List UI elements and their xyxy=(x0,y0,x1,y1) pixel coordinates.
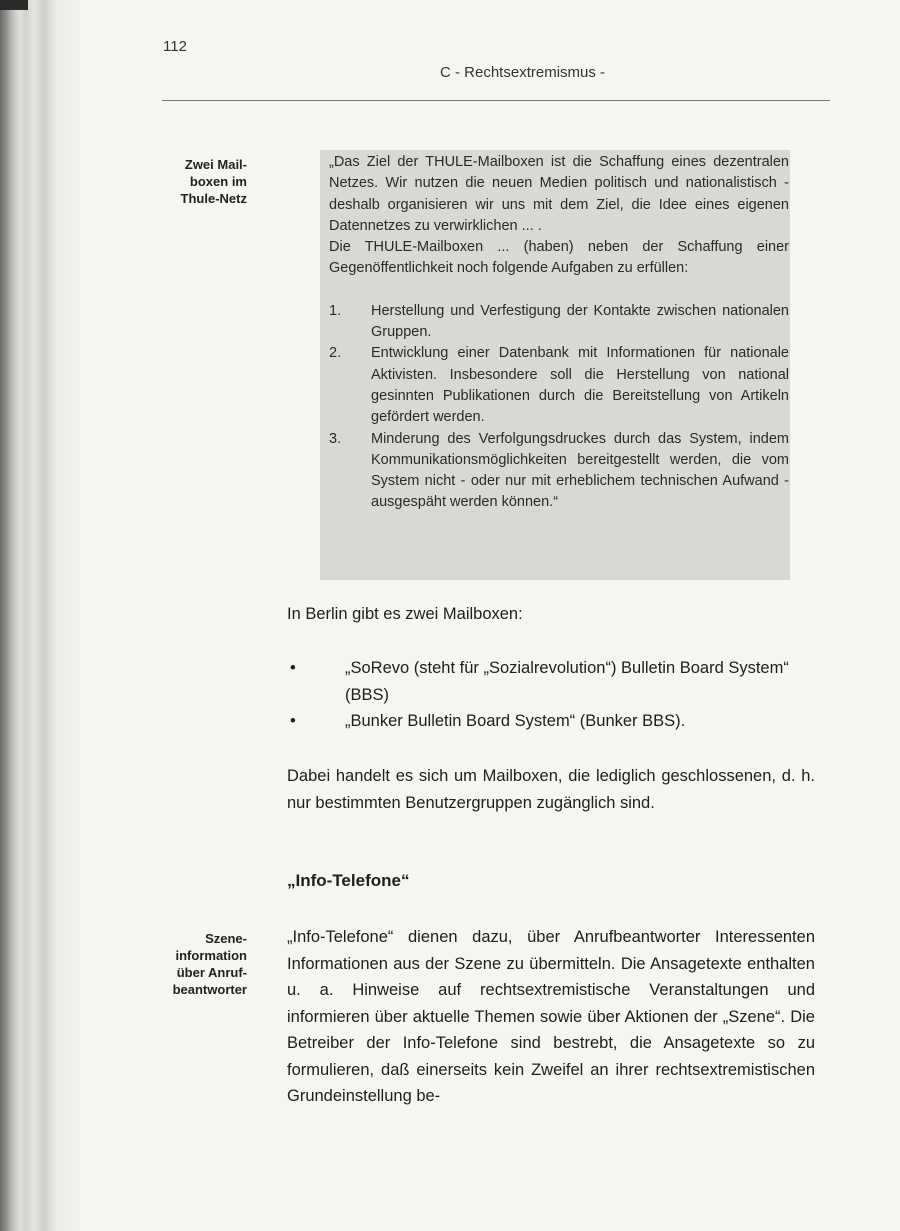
body-paragraph-mailboxes: Dabei handelt es sich um Mailboxen, die lediglich geschlossenen, d. h. nur bestimmten Benutzergruppen zugänglich sind. xyxy=(287,767,815,812)
list-item xyxy=(290,708,815,735)
book-spine-shadow xyxy=(0,0,80,1231)
margin-note-text: Szene- information über Anruf- beantworter xyxy=(172,931,247,997)
body-paragraph-intro: In Berlin gibt es zwei Mailboxen: xyxy=(287,605,523,623)
margin-note-info-telefone xyxy=(152,930,247,998)
list-number: 2. xyxy=(329,345,342,362)
list-text: Minderung des Verfolgungsdruckes durch das System, indem Kommunikationsmöglichkeiten bereitgestellt werden, die vom System nicht - oder nur mit erheblichem technischen Aufwand - ausgespäht werden können.“ xyxy=(371,430,789,511)
margin-note-text: Zwei Mail- boxen im Thule-Netz xyxy=(180,157,247,206)
thule-quote xyxy=(329,152,789,514)
list-item xyxy=(290,655,815,708)
list-number: 1. xyxy=(329,302,342,319)
quote-list-item xyxy=(329,429,789,514)
list-item-text: „Bunker Bulletin Board System“ (Bunker BBS). xyxy=(345,712,686,730)
quote-list-item xyxy=(329,343,789,428)
quote-list-item xyxy=(329,301,789,344)
mailbox-list xyxy=(290,655,815,735)
bullet-icon: • xyxy=(290,712,296,730)
list-text: Herstellung und Verfestigung der Kontakte zwischen nationalen Gruppen. xyxy=(371,302,789,341)
margin-note-thule xyxy=(152,156,247,207)
running-title: C - Rechtsextremismus - xyxy=(440,64,606,81)
list-text: Entwicklung einer Datenbank mit Informationen für nationale Aktivisten. Insbesondere soll die Herstellung von national gesinnten Publikationen durch die Bereitstellung von Artikeln gefördert werden. xyxy=(371,345,789,426)
list-item-text: „SoRevo (steht für „Sozialrevolution“) Bulletin Board System“ (BBS) xyxy=(345,659,789,704)
section-heading: „Info-Telefone“ xyxy=(287,871,410,890)
quote-paragraph: „Das Ziel der THULE-Mailboxen ist die Schaffung eines dezentralen Netzes. Wir nutzen die neuen Medien politisch und nationalistisch - deshalb organisieren wir uns mit dem Ziel, die Idee eines eigenen Datennetzes zu verwirklichen ... . xyxy=(329,154,789,234)
list-number: 3. xyxy=(329,430,342,447)
page-number: 112 xyxy=(163,38,187,55)
header-rule xyxy=(162,100,830,101)
quote-paragraph: Die THULE-Mailboxen ... (haben) neben der Schaffung einer Gegenöffentlichkeit noch folgende Aufgaben zu erfüllen: xyxy=(329,239,789,277)
bullet-icon: • xyxy=(290,659,296,677)
body-paragraph-info-telefone: „Info-Telefone“ dienen dazu, über Anrufbeantworter Interessenten Informationen aus der Szene zu übermitteln. Die Ansagetexte enthalten u. a. Hinweise auf rechtsextremistische Veranstaltungen und informieren über aktuelle Themen sowie über Aktionen der „Szene“. Die Betreiber der Info-Telefone sind bestrebt, die Ansagetexte so zu formulieren, daß einerseits kein Zweifel an ihrer rechtsextremistischen Grundeinstellung be- xyxy=(287,928,815,1105)
